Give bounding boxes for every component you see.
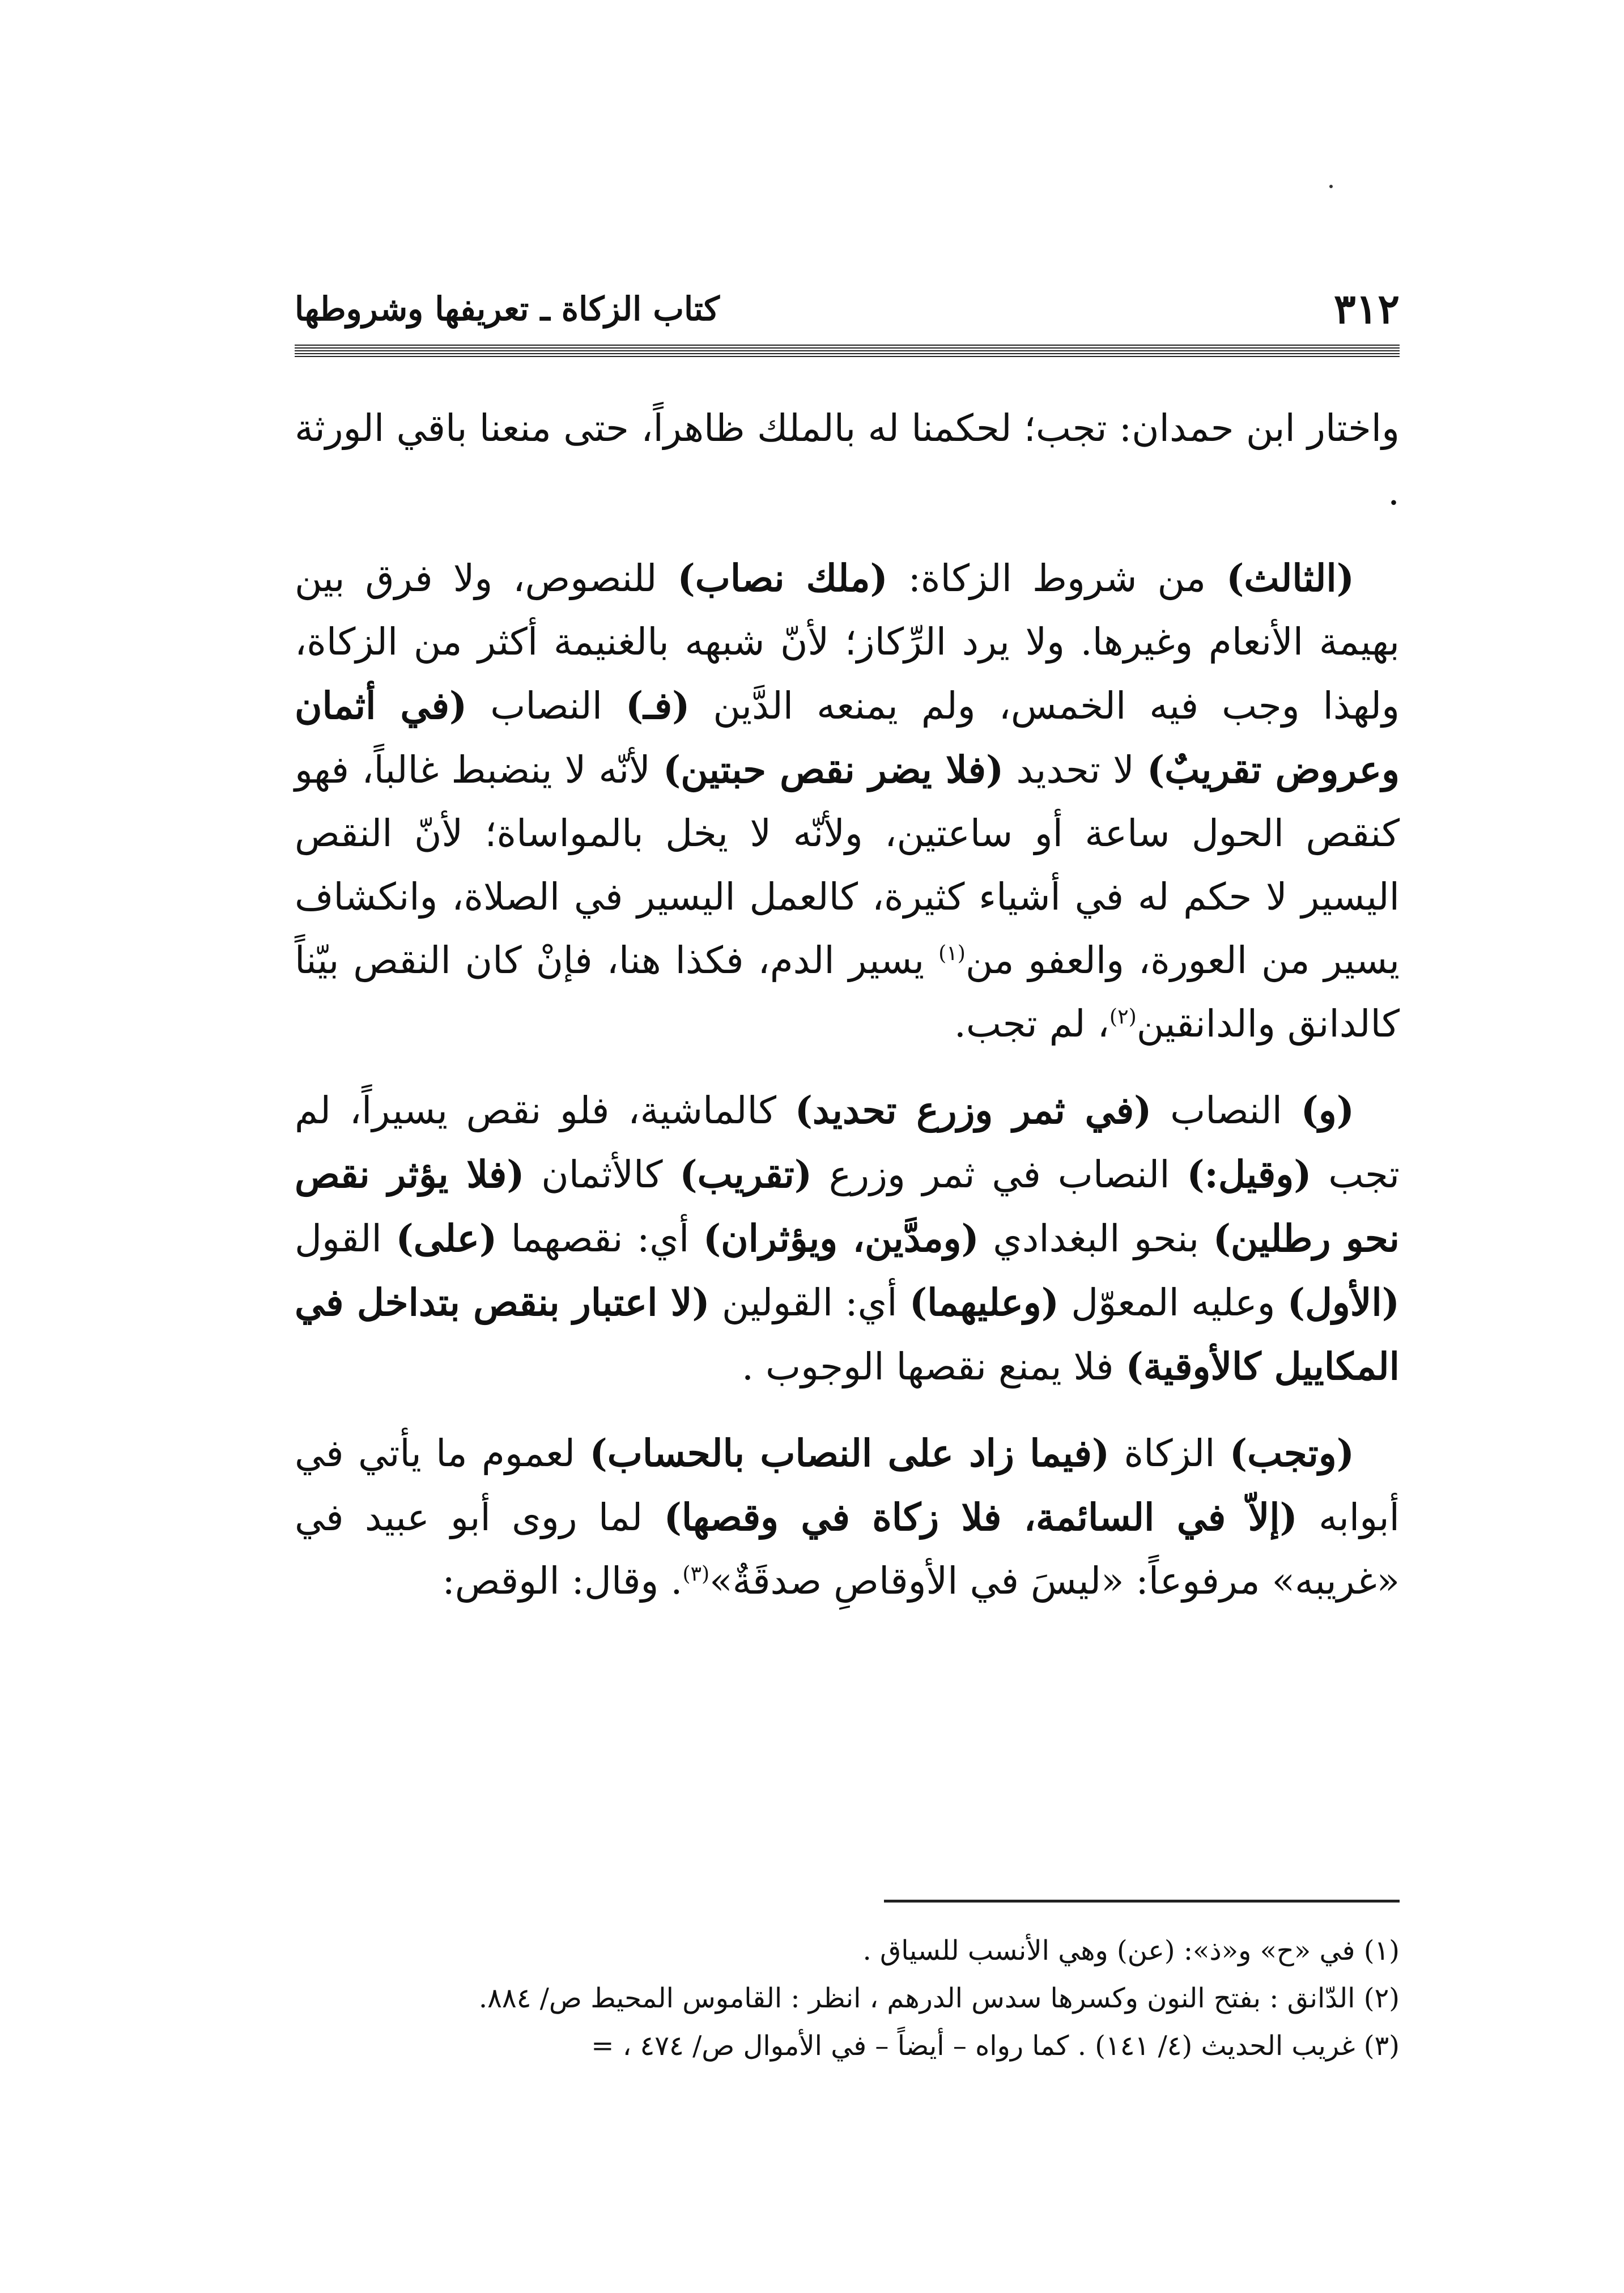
bold-matn-text: (تقريب) <box>679 1152 813 1196</box>
running-header <box>295 278 1400 340</box>
commentary-text: لا تحديد <box>1004 748 1147 792</box>
commentary-text: من شروط الزكاة: <box>887 557 1227 600</box>
commentary-text: أي: نقصهما <box>497 1217 703 1260</box>
footnote-3: (٣) غريب الحديث (٤/ ١٤١) . كما رواه – أيضاً – في الأموال ص/ ٤٧٤ ، = <box>591 2030 1400 2062</box>
commentary-text: لعموم ما يأتي في أبوابه <box>295 1432 1400 1539</box>
commentary-text: كالأثمان <box>524 1153 680 1196</box>
bold-matn-text: (إلاّ في السائمة، فلا زكاة في وقصها) <box>664 1495 1298 1539</box>
bold-matn-text: (فـ) <box>626 683 690 728</box>
running-title: كتاب الزكاة ـ تعريفها وشروطها <box>295 290 720 328</box>
bold-matn-text: (فلا يؤثر نقص نحو رطلين) <box>295 1152 1400 1260</box>
footnote-marker: (٢) <box>1109 1004 1137 1029</box>
page-number: ٣١٢ <box>1333 284 1400 333</box>
commentary-text: الزكاة <box>1109 1432 1230 1475</box>
commentary-text: يسير الدم، فكذا هنا، فإنْ كان النقص بيّناً كالدانق والدانقين <box>295 939 1400 1046</box>
bold-matn-text: (الأول) <box>1287 1280 1400 1324</box>
header-rule <box>295 345 1400 357</box>
paragraph-3 <box>295 1078 1400 1399</box>
commentary-text: بنحو البغدادي <box>979 1217 1213 1260</box>
bold-matn-text: (ومدَّين، ويؤثران) <box>703 1216 979 1260</box>
footnote-2: (٢) الدّانق : بفتح النون وكسرها سدس الدرهم ، انظر : القاموس المحيط ص/ ٨٨٤. <box>478 1982 1400 2014</box>
bold-matn-text: (وعليهما) <box>909 1280 1060 1324</box>
bold-matn-text: (وقيل:) <box>1187 1152 1312 1196</box>
paragraph-1: واختار ابن حمدان: تجب؛ لحكمنا له بالملك ظاهراً، حتى منعنا باقي الورثة . <box>295 406 1400 513</box>
commentary-text: . وقال: الوقص: <box>442 1559 683 1603</box>
bold-matn-text: (على) <box>396 1216 498 1260</box>
paragraph-2 <box>295 546 1400 1056</box>
commentary-text: القول <box>295 1217 396 1260</box>
bold-matn-text: (وتجب) <box>1229 1431 1354 1475</box>
bold-matn-text: (في أثمان وعروض تقريبٌ) <box>295 683 1400 792</box>
footnote-rule <box>884 1900 1400 1903</box>
footnote-marker: (٣) <box>682 1561 710 1586</box>
commentary-text: ، لم تجب. <box>954 1002 1109 1046</box>
footnote-marker: (١) <box>938 941 966 965</box>
commentary-text: للنصوص، ولا فرق بين بهيمة الأنعام وغيرها. ولا يرد الرِّكاز؛ لأنّ شبهه بالغنيمة أكثر من الزكاة، ولهذا وجب فيه الخمس، ولم يمنعه الدَّين <box>295 557 1400 728</box>
bold-matn-text: (الثالث) <box>1226 556 1354 600</box>
commentary-text: النصاب <box>467 684 626 728</box>
bold-matn-text: (ملك نصاب) <box>677 556 888 600</box>
paragraph-4 <box>295 1421 1400 1613</box>
commentary-text: لما روى أبو عبيد في «غريبه» مرفوعاً: «ليسَ في الأوقاصِ صدقَةٌ» <box>295 1496 1400 1603</box>
print-speck <box>1329 185 1333 188</box>
bold-matn-text: (في ثمر وزرع تحديد) <box>794 1088 1152 1132</box>
commentary-text: كالماشية، فلو نقص يسيراً، لم تجب <box>295 1089 1400 1196</box>
commentary-text: النصاب في ثمر وزرع <box>812 1153 1187 1196</box>
bold-matn-text: (فلا يضر نقص حبتين) <box>662 748 1004 792</box>
commentary-text: النصاب <box>1151 1089 1301 1132</box>
bold-matn-text: (و) <box>1300 1088 1354 1132</box>
commentary-text: لأنّه لا ينضبط غالباً، فهو كنقص الحول ساعة أو ساعتين، ولأنّه لا يخل بالمواساة؛ لأنّ النقص اليسير لا حكم له في أشياء كثيرة، كالعمل اليسير في الصلاة، وانكشاف يسير من العورة، والعفو من <box>295 748 1400 982</box>
footnote-1: (١) في «ح» و«ذ»: (عن) وهي الأنسب للسياق . <box>862 1935 1400 1967</box>
commentary-text: وعليه المعوّل <box>1059 1281 1287 1324</box>
commentary-text: فلا يمنع نقصها الوجوب . <box>742 1345 1126 1388</box>
bold-matn-text: (فيما زاد على النصاب بالحساب) <box>589 1431 1110 1475</box>
commentary-text: أي: القولين <box>709 1281 909 1324</box>
main-text <box>295 397 1400 1636</box>
bold-matn-text: (لا اعتبار بنقص بتداخل في المكاييل كالأوقية) <box>295 1280 1400 1388</box>
footnotes <box>295 1927 1400 2070</box>
